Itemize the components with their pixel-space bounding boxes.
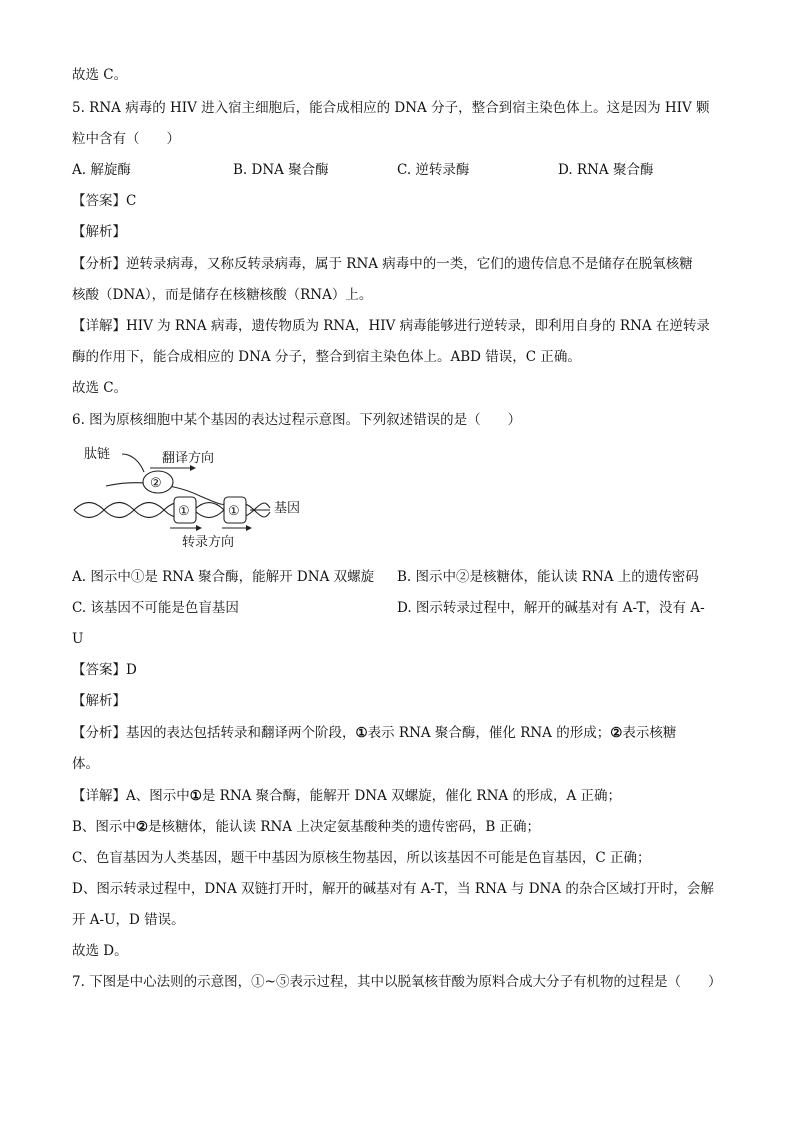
q6-xiangjie-d1: D、图示转录过程中，DNA 双链打开时，解开的碱基对有 A-T，当 RNA 与 DNA 的杂合区域打开时，会解 [72, 881, 714, 897]
peptide-label: 肽链 [84, 447, 111, 462]
answer-tag: 【答案】 [72, 193, 126, 209]
q6-xiangjie-a: 【详解】A、图示中①是 RNA 聚合酶，能解开 DNA 双螺旋，催化 RNA 的形成，A 正确； [72, 788, 621, 804]
polymerase-mark-2: ① [228, 504, 240, 519]
ribosome-mark: ② [150, 476, 162, 491]
polymerase-mark-1: ① [178, 504, 190, 519]
xiangjie-tag: 【详解】 [72, 318, 126, 334]
q6-option-c: C. 该基因不可能是色盲基因 [72, 600, 239, 616]
q6-fenxi-line1: 【分析】基因的表达包括转录和翻译两个阶段，①表示 RNA 聚合酶，催化 RNA 的形成；②表示核糖 [72, 725, 677, 741]
q5-fenxi-line2: 核酸（DNA），而是储存在核糖核酸（RNA）上。 [72, 287, 373, 303]
q5-option-c: C. 逆转录酶 [397, 162, 470, 178]
q6-stem: 6. 图为原核细胞中某个基因的表达过程示意图。下列叙述错误的是（ ） [72, 412, 522, 428]
fenxi-tag: 【分析】 [72, 725, 126, 741]
transcription-direction-label: 转录方向 [182, 535, 235, 550]
q6-xiangjie-d2: 开 A-U，D 错误。 [72, 912, 185, 928]
q6-fenxi-line2: 体。 [72, 756, 99, 772]
q6-option-d-cont: U [72, 631, 84, 647]
q6-option-d: D. 图示转录过程中，解开的碱基对有 A-T，没有 A- [397, 600, 705, 616]
q6-answer [72, 660, 137, 680]
translation-direction-label: 翻译方向 [162, 451, 215, 466]
q5-analysis-tag: 【解析】 [72, 224, 126, 240]
conclusion-text: 故选 C。 [72, 67, 128, 83]
q5-option-d: D. RNA 聚合酶 [558, 162, 654, 178]
q5-answer [72, 191, 136, 211]
q5-option-a: A. 解旋酶 [72, 162, 131, 178]
xiangjie-tag: 【详解】 [72, 788, 126, 804]
q5-stem-line2: 粒中含有（ ） [72, 131, 180, 147]
answer-value: D [126, 662, 137, 678]
q5-stem-line1: 5. RNA 病毒的 HIV 进入宿主细胞后，能合成相应的 DNA 分子，整合到宿主染色体上。这是因为 HIV 颗 [72, 100, 710, 116]
q7-stem: 7. 下图是中心法则的示意图，①~⑤表示过程，其中以脱氧核苷酸为原料合成大分子有机物的过程是（ ） [72, 974, 722, 990]
q5-fenxi-line1: 【分析】逆转录病毒，又称反转录病毒，属于 RNA 病毒中的一类，它们的遗传信息不是储存在脱氧核糖 [72, 256, 693, 272]
q6-analysis-tag: 【解析】 [72, 693, 126, 709]
q6-conclusion: 故选 D。 [72, 943, 128, 959]
q5-xiangjie-line1: 【详解】HIV 为 RNA 病毒，遗传物质为 RNA，HIV 病毒能够进行逆转录，即利用自身的 RNA 在逆转录 [72, 318, 710, 334]
q6-xiangjie-c: C、色盲基因为人类基因，题干中基因为原核生物基因，所以该基因不可能是色盲基因，C 正确； [72, 850, 651, 866]
q6-option-a: A. 图示中①是 RNA 聚合酶，能解开 DNA 双螺旋 [72, 569, 375, 585]
answer-value: C [126, 193, 137, 209]
q5-option-b: B. DNA 聚合酶 [233, 162, 329, 178]
fenxi-tag: 【分析】 [72, 256, 126, 272]
q5-xiangjie-line2: 酶的作用下，能合成相应的 DNA 分子，整合到宿主染色体上。ABD 错误，C 正确。 [72, 349, 581, 365]
gene-expression-diagram [70, 440, 310, 550]
gene-label: 基因 [274, 501, 301, 516]
q6-xiangjie-b: B、图示中②是核糖体，能认读 RNA 上决定氨基酸种类的遗传密码，B 正确； [72, 819, 541, 835]
answer-tag: 【答案】 [72, 662, 126, 678]
q5-conclusion: 故选 C。 [72, 380, 128, 396]
q6-option-b: B. 图示中②是核糖体，能认读 RNA 上的遗传密码 [397, 569, 699, 585]
